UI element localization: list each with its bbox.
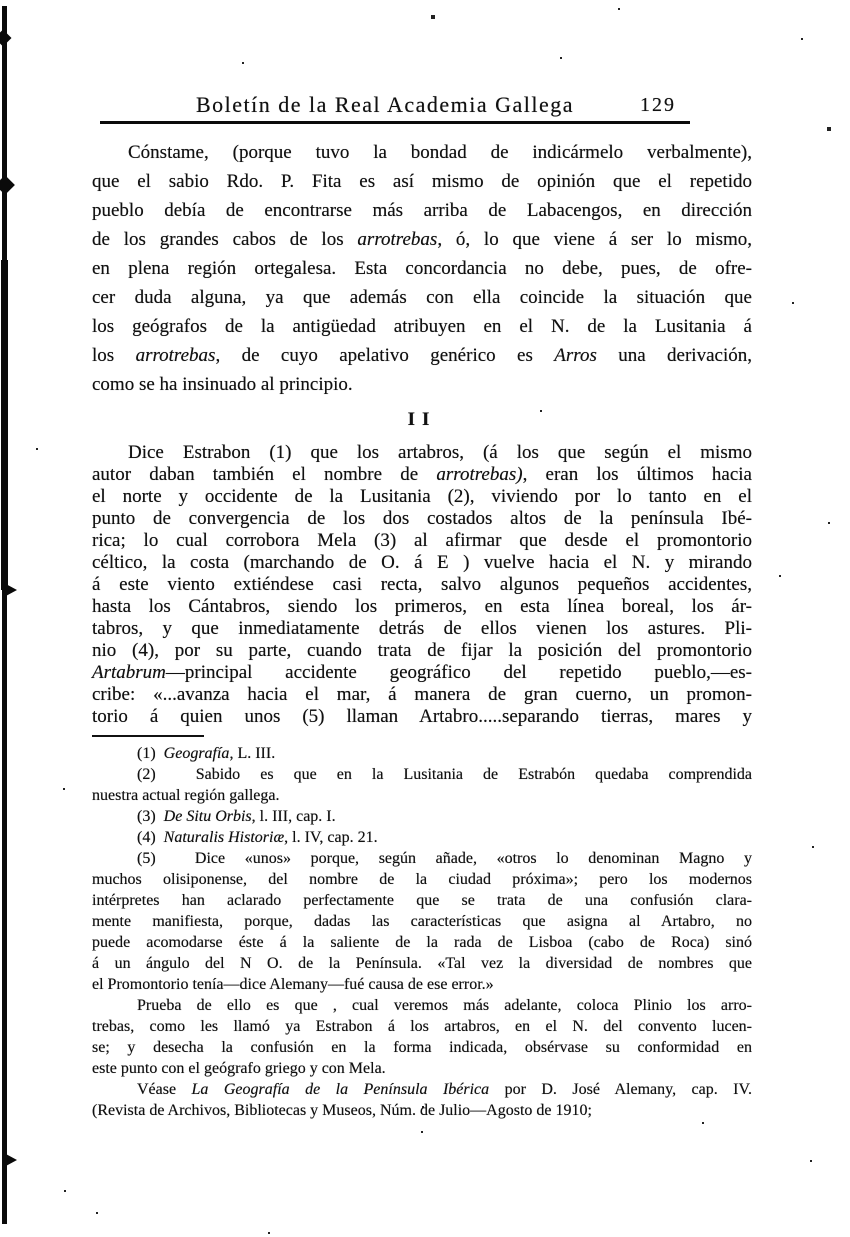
text-segment: torio á quien unos (5) llaman Artabro.....separando tierras, mares y [92, 706, 752, 727]
text-segment: (4) [137, 829, 164, 846]
italic-text: Naturalis Historiæ [163, 829, 285, 846]
text-segment: Véase [137, 1081, 192, 1098]
text-segment: se; y desecha la confusión en la forma indicada, obsérvase su conformidad en [92, 1039, 752, 1056]
text-line [92, 370, 752, 399]
text-line [92, 1100, 752, 1121]
text-line [92, 596, 752, 618]
text-segment: —principal accidente geográfico del repetido pueblo,—es- [165, 662, 752, 683]
text-segment: muchos olisiponense, del nombre de la ciudad próxima»; pero los modernos [92, 871, 752, 888]
text-line [92, 640, 752, 662]
italic-text: La Geografía de la Península Ibérica [191, 1081, 490, 1098]
footnote-paragraph [92, 827, 752, 848]
text-segment: cribe: «...avanza hacia el mar, á manera de gran cuerno, un promon- [92, 684, 752, 705]
text-line [92, 995, 752, 1016]
text-segment: á un ángulo del N O. de la Península. «Tal vez la diversidad de nombres que [92, 955, 752, 972]
text-segment: trebas, como les llamó ya Estrabon á los artabros, en el N. del convento lucen- [92, 1018, 752, 1035]
text-segment: puede acomodarse éste á la saliente de la rada de Lisboa (cabo de Roca) sinó [92, 934, 752, 951]
text-line [92, 530, 752, 552]
footnote-paragraph [92, 743, 752, 764]
text-segment: nio (4), por su parte, cuando trata de fijar la posición del promontorio [92, 640, 752, 661]
text-segment: que el sabio Rdo. P. Fita es así mismo de opinión que el repetido [92, 171, 752, 192]
italic-text: arrotrebas) [436, 464, 523, 485]
text-segment: pueblo debía de encontrarse más arriba de Labacengos, en dirección [92, 200, 752, 221]
footnote-paragraph [92, 1079, 752, 1121]
text-segment: (5) Dice «unos» porque, según añade, «otros lo denominan Magno y [137, 850, 752, 867]
text-segment: , l. III, cap. I. [251, 808, 336, 825]
text-segment: (1) [137, 745, 164, 762]
header-rule [100, 121, 690, 124]
italic-text: arrotrebas [357, 229, 438, 250]
italic-text: Geografía [163, 745, 230, 762]
scan-edge-mark-icon [4, 1153, 17, 1167]
footnote-paragraph [92, 995, 752, 1079]
footnote-separator [92, 735, 204, 737]
text-segment: , ó, lo que viene á ser lo mismo, [437, 229, 752, 250]
text-line [92, 552, 752, 574]
footnote-paragraph [92, 848, 752, 995]
text-line [92, 312, 752, 341]
text-line [92, 764, 752, 785]
text-line [92, 848, 752, 869]
scan-speckles [0, 0, 2, 2]
footnote-paragraph [92, 764, 752, 806]
text-line [92, 486, 752, 508]
text-segment: una derivación, [596, 345, 752, 366]
text-segment: céltico, la costa (marchando de O. á E ) vuelve hacia el N. y mirando [92, 552, 752, 573]
text-segment: rica; lo cual corrobora Mela (3) al afirmar que desde el promontorio [92, 530, 752, 551]
text-segment: por D. José Alemany, cap. IV. [489, 1081, 752, 1098]
scan-edge-mark-icon [4, 583, 17, 597]
text-segment: , L. III. [229, 745, 276, 762]
text-line [92, 167, 752, 196]
text-segment: (Revista de Archivos, Bibliotecas y Museos, Núm. de Julio—Agosto de 1910; [92, 1102, 592, 1119]
text-line [92, 932, 752, 953]
text-segment: Cónstame, (porque tuvo la bondad de indicármelo verbalmente), [128, 142, 752, 163]
text-segment: punto de convergencia de los dos costados altos de la península Ibé- [92, 508, 752, 529]
text-line [92, 618, 752, 640]
text-segment: nuestra actual región gallega. [92, 787, 280, 804]
scan-edge-line-thick [1, 260, 8, 590]
text-segment: Dice Estrabon (1) que los artabros, (á los que según el mismo [128, 442, 752, 463]
text-segment: (3) [137, 808, 164, 825]
text-segment: este punto con el geógrafo griego y con Mela. [92, 1060, 386, 1077]
text-segment: (2) Sabido es que en la Lusitania de Estrabón quedaba comprendida [137, 766, 752, 783]
text-segment: el norte y occidente de la Lusitania (2), viviendo por lo tanto en el [92, 486, 752, 507]
scan-edge-mark-icon [0, 175, 15, 195]
text-segment: hasta los Cántabros, siendo los primeros, en esta línea boreal, los ár- [92, 596, 752, 617]
text-segment: los [92, 345, 136, 366]
text-segment: Prueba de ello es que , cual veremos más adelante, coloca Plinio los arro- [137, 997, 752, 1014]
text-line [92, 827, 752, 848]
section-heading: II [407, 409, 437, 430]
text-segment: el Promontorio tenía—dice Alemany—fué causa de ese error.» [92, 976, 494, 993]
text-segment: cer duda alguna, ya que además con ella coincide la situación que [92, 287, 752, 308]
text-segment: , eran los últimos hacia [522, 464, 752, 485]
text-segment: , de cuyo apelativo genérico es [215, 345, 555, 366]
italic-text: Artabrum [92, 662, 166, 683]
text-line [92, 508, 752, 530]
page-number: 129 [640, 94, 676, 116]
text-line [92, 785, 752, 806]
text-line [92, 1037, 752, 1058]
text-segment: tabros, y que inmediatamente detrás de ellos vienen los astures. Pli- [92, 618, 752, 639]
text-line [92, 662, 752, 684]
text-line [92, 1079, 752, 1100]
text-line [92, 806, 752, 827]
text-line [92, 890, 752, 911]
text-segment: los geógrafos de la antigüedad atribuyen en el N. de la Lusitania á [92, 316, 752, 337]
text-line [92, 911, 752, 932]
text-line [92, 254, 752, 283]
text-line [92, 138, 752, 167]
text-segment: como se ha insinuado al principio. [92, 374, 353, 395]
text-segment: mente manifiesta, porque, dadas las características que asigna al Artabro, no [92, 913, 752, 930]
text-line [92, 341, 752, 370]
text-line [92, 684, 752, 706]
footnote-paragraph [92, 806, 752, 827]
text-line [92, 953, 752, 974]
text-line [92, 974, 752, 995]
text-line [92, 574, 752, 596]
text-line [92, 706, 752, 728]
italic-text: arrotrebas [135, 345, 216, 366]
body-paragraph [92, 138, 752, 399]
text-segment: autor daban también el nombre de [92, 464, 437, 485]
text-segment: intérpretes han aclarado perfectamente que se trata de una confusión clara- [92, 892, 752, 909]
text-line [92, 1016, 752, 1037]
text-segment: á este viento extiéndese casi recta, salvo algunos pequeños accidentes, [92, 574, 752, 595]
page-body [92, 138, 752, 1121]
text-line [92, 196, 752, 225]
journal-title: Boletín de la Real Academia Gallega [195, 92, 575, 117]
text-line [92, 464, 752, 486]
italic-text: Arros [554, 345, 597, 366]
body-paragraph [92, 442, 752, 728]
text-segment: en plena región ortegalesa. Esta concordancia no debe, pues, de ofre- [92, 258, 752, 279]
text-line [92, 743, 752, 764]
text-segment: de los grandes cabos de los [92, 229, 358, 250]
text-line [92, 442, 752, 464]
text-line [92, 283, 752, 312]
text-line [92, 869, 752, 890]
text-line [92, 1058, 752, 1079]
italic-text: De Situ Orbis [163, 808, 252, 825]
text-segment: , l. IV, cap. 21. [284, 829, 378, 846]
text-line [92, 225, 752, 254]
